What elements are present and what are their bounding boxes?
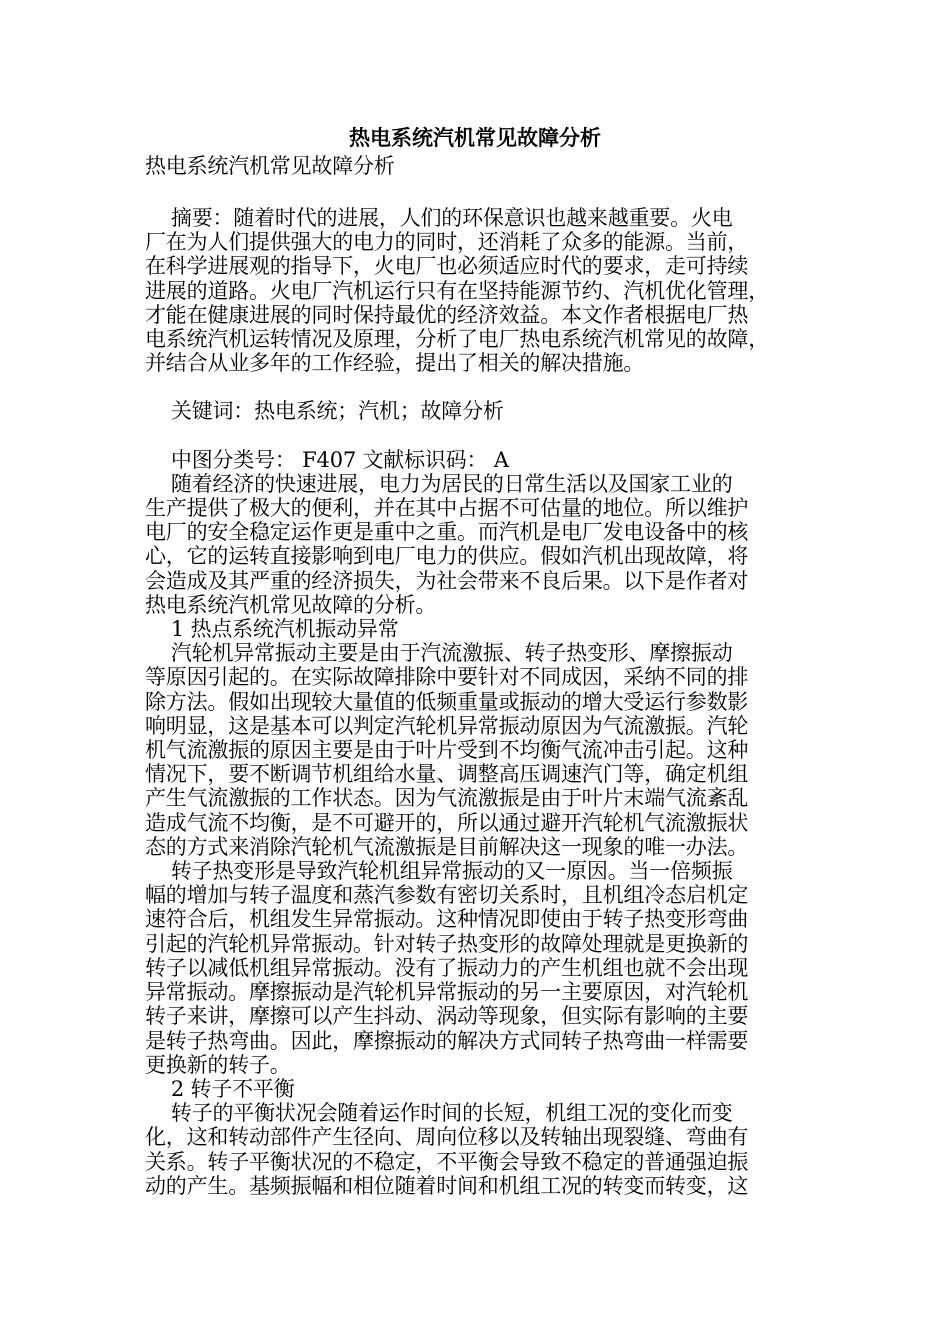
body-line: 心，它的运转直接影响到电厂电力的供应。假如汽机出现故障，将 xyxy=(145,544,749,569)
body-line: 汽轮机异常振动主要是由于汽流激振、转子热变形、摩擦振动 xyxy=(145,641,733,666)
body-line: 除方法。假如出现较大量值的低频重量或振动的增大受运行参数影 xyxy=(145,689,749,714)
abstract-line: 才能在健康进展的同时保持最优的经济效益。本文作者根据电厂热 xyxy=(145,302,749,327)
body-line: 态的方式来消除汽轮机气流激振是目前解决这一现象的唯一办法。 xyxy=(145,834,749,859)
body-line: 情况下，要不断调节机组给水量、调整高压调速汽门等，确定机组 xyxy=(145,762,749,787)
body-line: 化，这和转动部件产生径向、周向位移以及转轴出现裂缝、弯曲有 xyxy=(145,1125,749,1150)
body-line: 幅的增加与转子温度和蒸汽参数有密切关系时，且机组冷态启机定 xyxy=(145,883,749,908)
abstract-line: 并结合从业多年的工作经验，提出了相关的解决措施。 xyxy=(145,351,645,376)
abstract-line: 在科学进展观的指导下，火电厂也必须适应时代的要求，走可持续 xyxy=(145,254,749,279)
document-title: 热电系统汽机常见故障分析 xyxy=(349,125,601,150)
body-line: 关系。转子平衡状况的不稳定，不平衡会导致不稳定的普通强迫振 xyxy=(145,1149,749,1174)
body-line: 等原因引起的。在实际故障排除中要针对不同成因，采纳不同的排 xyxy=(145,665,749,690)
body-line: 随着经济的快速进展，电力为居民的日常生活以及国家工业的 xyxy=(145,471,733,496)
body-line: 更换新的转子。 xyxy=(145,1052,291,1077)
body-line: 引起的汽轮机异常振动。针对转子热变形的故障处理就是更换新的 xyxy=(145,931,749,956)
section-heading: 1 热点系统汽机振动异常 xyxy=(145,617,399,642)
body-line: 异常振动。摩擦振动是汽轮机异常振动的另一主要原因，对汽轮机 xyxy=(145,980,749,1005)
abstract-line: 厂在为人们提供强大的电力的同时，还消耗了众多的能源。当前， xyxy=(145,230,749,255)
abstract-line: 摘要：随着时代的进展，人们的环保意识也越来越重要。火电 xyxy=(145,206,733,230)
body-line: 转子热变形是导致汽轮机组异常振动的又一原因。当一倍频振 xyxy=(145,859,733,884)
body-line: 产生气流激振的工作状态。因为气流激振是由于叶片末端气流紊乱 xyxy=(145,786,749,811)
spacer xyxy=(145,180,805,206)
body-line: 速符合后，机组发生异常振动。这种情况即使由于转子热变形弯曲 xyxy=(145,907,749,932)
body-line: 转子来讲，摩擦可以产生抖动、涡动等现象，但实际有影响的主要 xyxy=(145,1004,749,1029)
body-block xyxy=(145,472,805,1198)
spacer xyxy=(145,375,805,399)
spacer xyxy=(145,424,805,448)
body-line: 机气流激振的原因主要是由于叶片受到不均衡气流冲击引起。这种 xyxy=(145,738,749,763)
body-line: 造成气流不均衡，是不可避开的，所以通过避开汽轮机气流激振状 xyxy=(145,810,749,835)
body-line: 会造成及其严重的经济损失，为社会带来不良后果。以下是作者对 xyxy=(145,568,749,593)
body-line: 转子以减低机组异常振动。没有了振动力的产生机组也就不会出现 xyxy=(145,955,749,980)
keywords-line: 关键词：热电系统；汽机；故障分析 xyxy=(145,399,504,424)
body-line: 响明显，这是基本可以判定汽轮机异常振动原因为气流激振。汽轮 xyxy=(145,713,749,738)
body-line: 热电系统汽机常见故障的分析。 xyxy=(145,592,437,617)
body-line: 生产提供了极大的便利，并在其中占据不可估量的地位。所以维护 xyxy=(145,496,749,521)
body-line: 是转子热弯曲。因此，摩擦振动的解决方式同转子热弯曲一样需要 xyxy=(145,1028,749,1053)
body-line: 电厂的安全稳定运作更是重中之重。而汽机是电厂发电设备中的核 xyxy=(145,520,749,545)
section-heading: 2 转子不平衡 xyxy=(145,1076,295,1101)
body-line: 动的产生。基频振幅和相位随着时间和机组工况的转变而转变，这 xyxy=(145,1173,749,1198)
document-page xyxy=(145,124,805,1198)
classification-line: 中图分类号： F407 文献标识码： A xyxy=(145,447,509,472)
abstract-line: 进展的道路。火电厂汽机运行只有在坚持能源节约、汽机优化管理， xyxy=(145,278,769,303)
document-subtitle: 热电系统汽机常见故障分析 xyxy=(145,154,395,178)
abstract-block xyxy=(145,206,805,375)
body-line: 转子的平衡状况会随着运作时间的长短，机组工况的变化而变 xyxy=(145,1101,733,1126)
abstract-line: 电系统汽机运转情况及原理，分析了电厂热电系统汽机常见的故障， xyxy=(145,327,769,352)
